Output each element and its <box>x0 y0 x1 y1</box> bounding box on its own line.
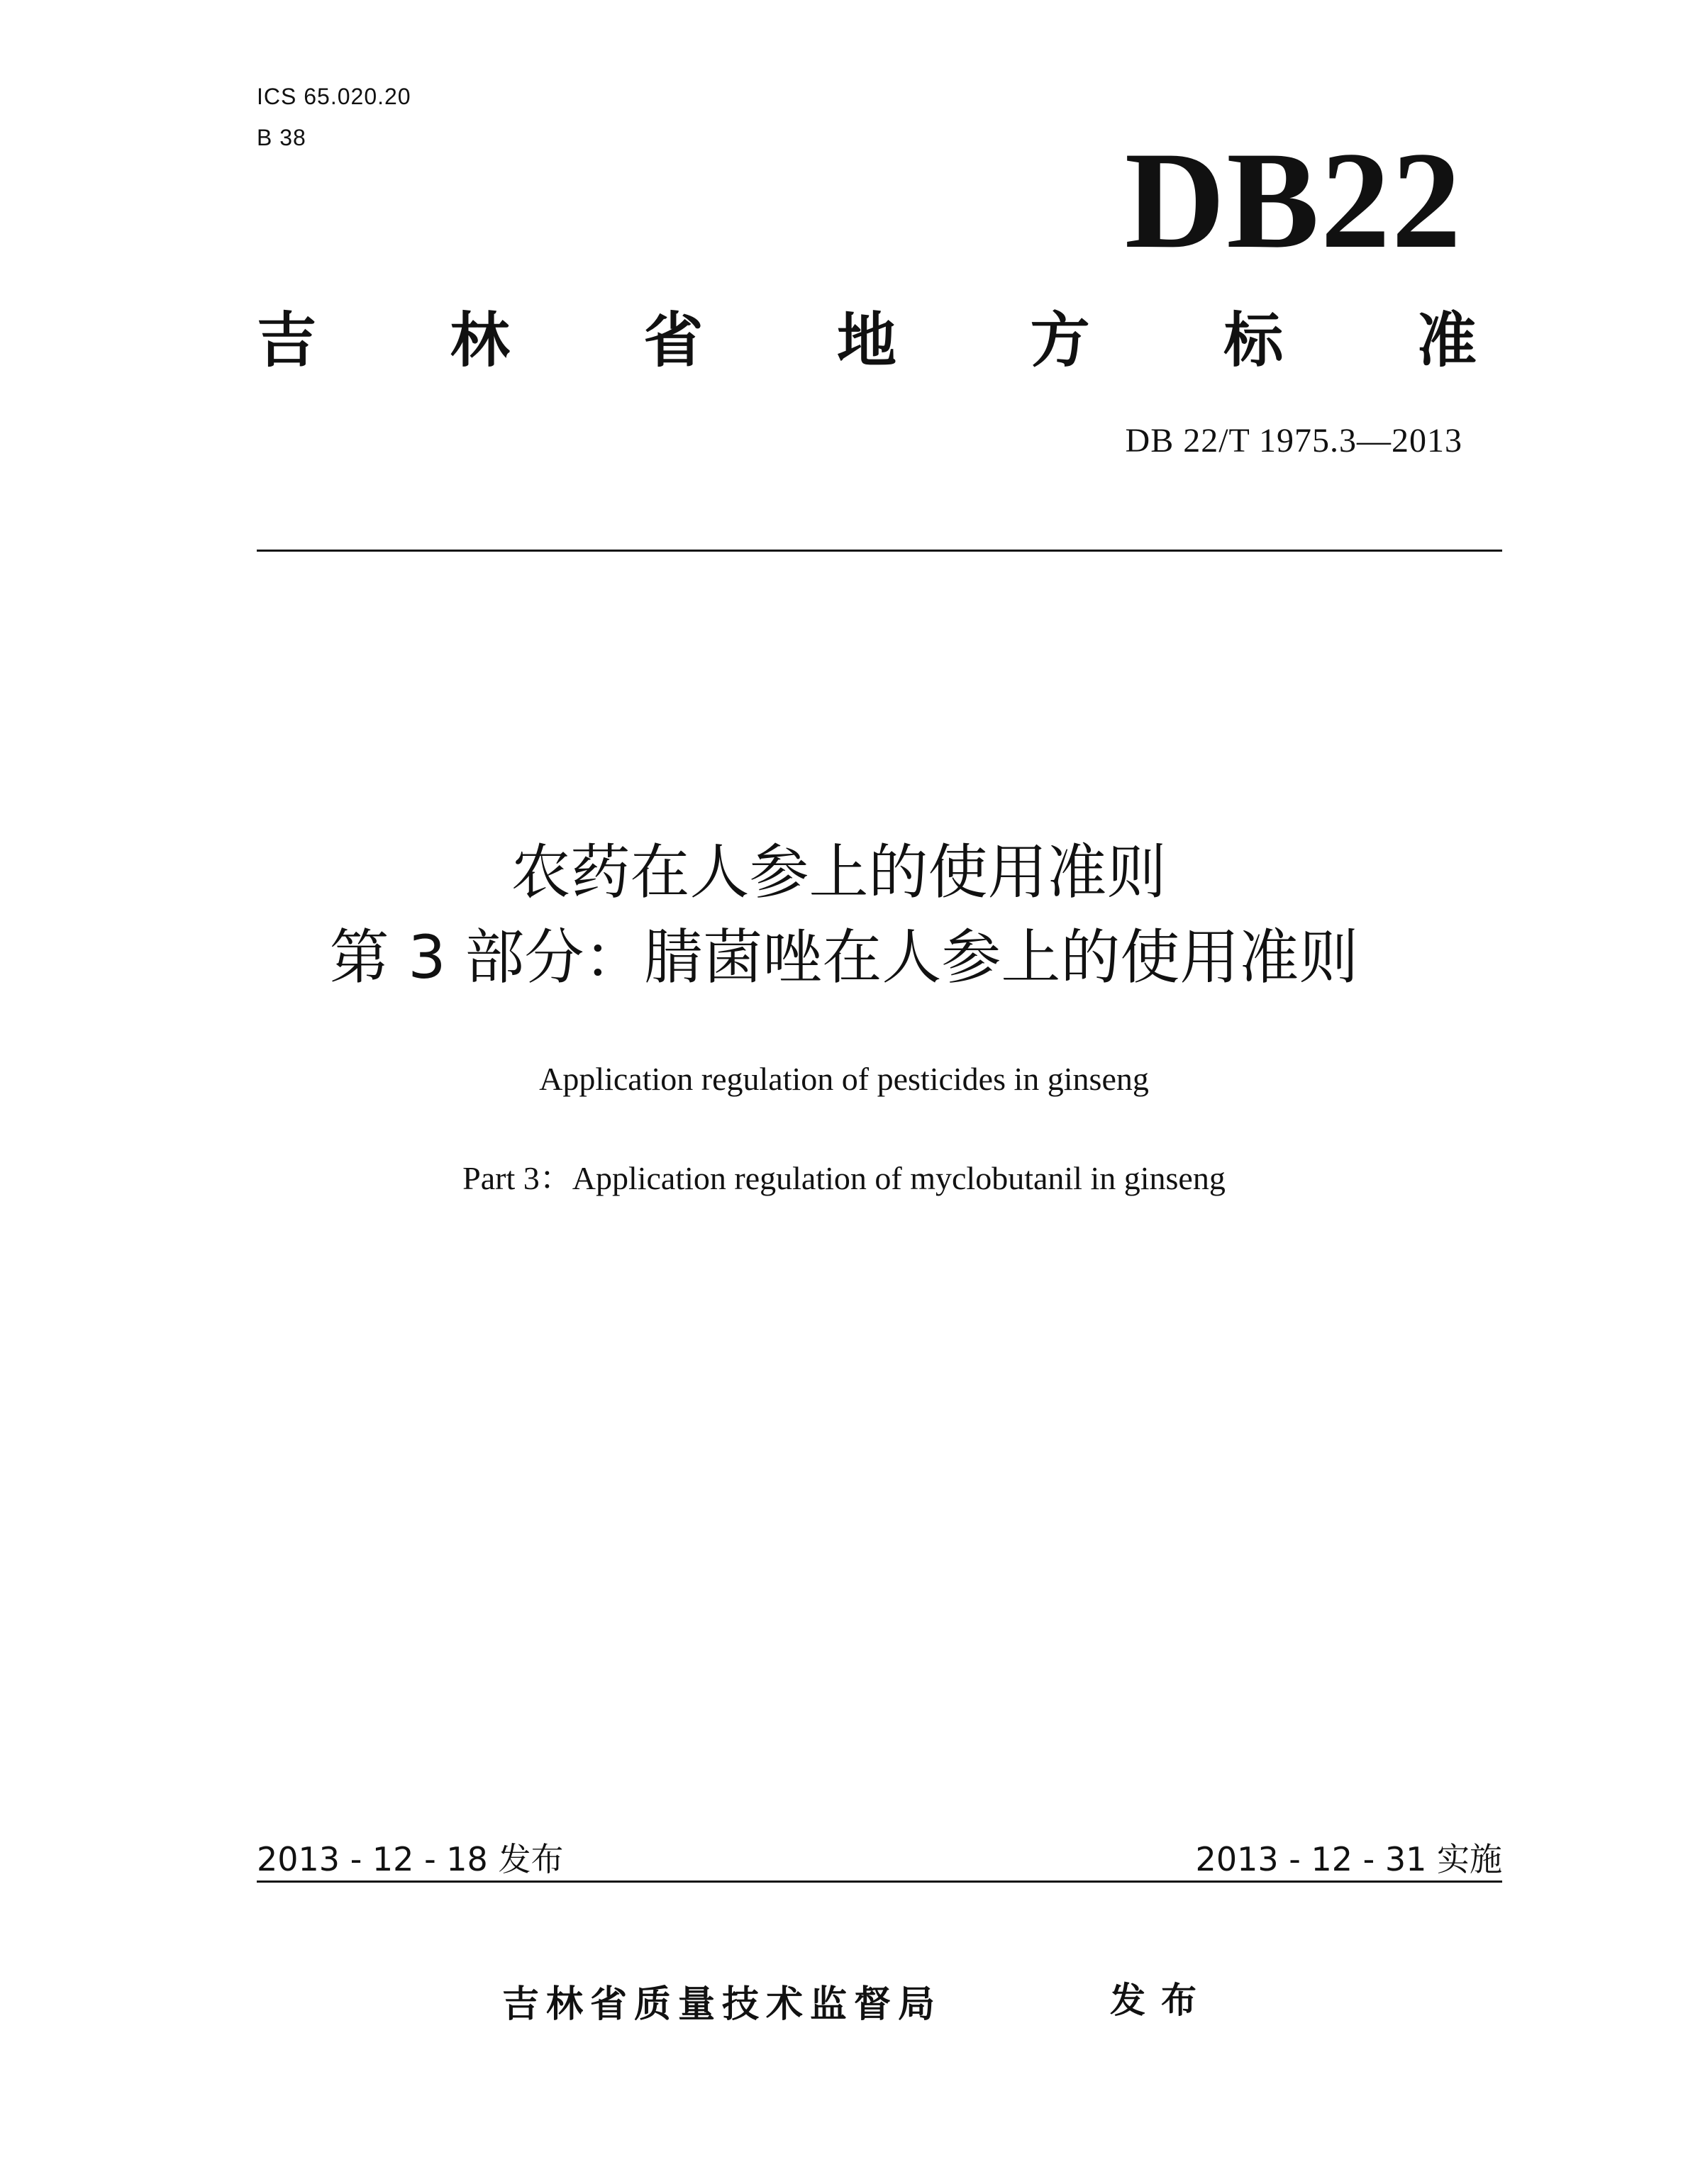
standard-type-char: 方 <box>1030 306 1090 375</box>
title-chinese-main: 农药在人参上的使用准则 <box>511 837 1167 907</box>
standard-type-char: 标 <box>1223 306 1284 375</box>
title-english-part: Part 3：Application regulation of myclobutanil in ginseng <box>462 1160 1226 1196</box>
standard-type-char: 省 <box>643 306 704 375</box>
ccs-code: B 38 <box>257 125 306 150</box>
title-english-main: Application regulation of pesticides in ginseng <box>539 1061 1149 1097</box>
issue-date: 2013 - 12 - 18 发布 <box>257 1840 564 1878</box>
publisher-name: 吉林省质量技术监督局 <box>502 1983 943 2026</box>
ics-code: ICS 65.020.20 <box>257 84 411 109</box>
publish-label: 发布 <box>1110 1980 1212 2021</box>
standard-type-char: 林 <box>450 306 510 375</box>
header-divider <box>257 550 1502 552</box>
standard-number: DB 22/T 1975.3—2013 <box>1125 422 1462 459</box>
standard-type-char: 地 <box>836 306 896 375</box>
standard-type-char: 吉 <box>257 306 317 375</box>
footer-divider <box>257 1881 1502 1883</box>
title-chinese-part: 第 3 部分：腈菌唑在人参上的使用准则 <box>329 923 1359 992</box>
standard-type-heading <box>257 305 1477 376</box>
standard-type-char: 准 <box>1416 306 1477 375</box>
standard-logo: DB22 <box>1124 123 1462 277</box>
implementation-date: 2013 - 12 - 31 实施 <box>1195 1840 1502 1878</box>
